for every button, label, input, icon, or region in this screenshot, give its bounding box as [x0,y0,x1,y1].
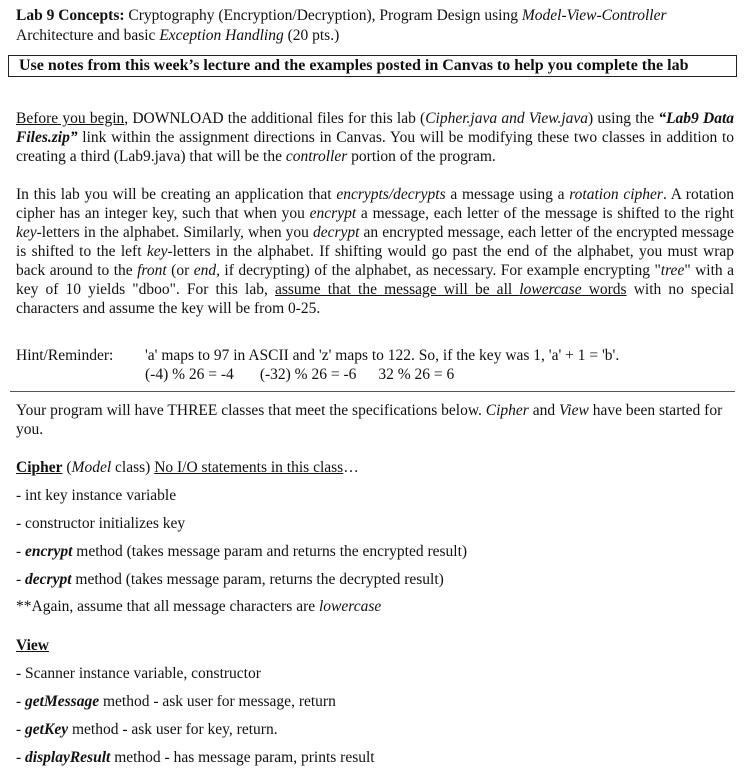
desc-text-11: with no special characters and assume the key will be from 0-25. [16,281,734,317]
hint-example-1: (-4) % 26 = -4 [145,366,234,383]
cipher-heading: Cipher [16,459,63,476]
displayresult-method-name: displayResult [25,749,111,766]
hint-example-2: (-32) % 26 = -6 [259,366,357,383]
getkey-method-desc: method - ask user for key, return. [68,721,278,738]
intro-text-3: link within the assignment directions in Canvas. You will be modifying these two classes in addition to creating a third (Lab9.java) that will be the [16,129,734,165]
cipher-note-lowercase: lowercase [318,598,382,615]
title-sep: : [119,7,129,24]
desc-rotation-cipher: rotation cipher [569,186,663,203]
cipher-dash-4: - [16,571,26,588]
desc-encrypt: encrypt [309,205,357,222]
desc-text-1: In this lab you will be creating an application that [16,186,337,203]
title-points: (20 pts.) [283,27,340,44]
program-paragraph [16,401,734,439]
desc-text-9: if decrypting) of the alphabet, as necessary. For example encrypting " [219,262,661,279]
view-item-displayresult [16,748,375,767]
displayresult-method-desc: method - has message param, prints result [110,749,375,766]
desc-words: words [581,281,627,298]
desc-text-5: -letters in the alphabet. Similarly, when you [36,224,313,241]
before-you-begin: Before you begin [16,110,125,127]
desc-lowercase: lowercase [519,281,582,298]
intro-text-2: ) using the [588,110,659,127]
cipher-item-constructor: - constructor initializes key [16,515,186,532]
intro-text-1: , DOWNLOAD the additional files for this lab ( [124,110,426,127]
desc-text-6: an encrypted message, each letter of the encrypted message is shifted to the left [16,224,734,260]
lab-title [16,6,741,46]
desc-tree: tree [660,262,685,279]
decrypt-method-desc: method (takes message param, returns the decrypted result) [71,571,444,588]
title-text-1: Cryptography (Encryption/Decryption), Program Design using [128,7,522,24]
encrypt-method-name: encrypt [25,543,73,560]
cipher-close-paren: class) [111,459,155,476]
getmessage-method-name: getMessage [25,693,100,710]
desc-text-3: . A rotation cipher has an integer key, such that when you [16,186,734,222]
view-item-scanner: - Scanner instance variable, constructor [16,665,261,682]
divider-line [10,391,735,392]
desc-encrypts-decrypts: encrypts/decrypts [336,186,446,203]
hint-example-3: 32 % 26 = 6 [378,366,455,383]
cipher-open-paren: ( [62,459,72,476]
getkey-method-name: getKey [25,721,69,738]
cipher-item-decrypt [16,570,444,589]
view-item-getkey [16,720,278,739]
view-dash-2: - [16,693,26,710]
view-item-getmessage [16,692,336,711]
description-paragraph [16,185,734,318]
getmessage-method-desc: method - ask user for message, return [99,693,336,710]
title-mvc: Model-View-Controller [521,7,667,24]
desc-decrypt: decrypt [312,224,360,241]
program-and: and [528,402,559,419]
desc-text-10: " with a key of 10 yields "dboo". For this lab, [16,262,735,298]
title-text-2: Architecture and basic [16,27,160,44]
desc-front: front [137,262,167,279]
cipher-no-io: No I/O statements in this class [154,459,344,476]
view-dash-4: - [16,749,26,766]
desc-key-2: key [146,243,168,260]
program-cipher: Cipher [485,402,529,419]
desc-text-7: -letters in the alphabet. If shifting would go past the end of the alphabet, you must wrap back around to the [16,243,734,279]
cipher-heading-line [16,458,359,477]
desc-text-8: (or [166,262,194,279]
program-text-1: Your program will have THREE classes that meet the specifications below. [16,402,486,419]
desc-end: end, [193,262,220,279]
cipher-item-key: - int key instance variable [16,487,177,504]
cipher-ellipsis: … [343,459,359,476]
program-view: View [558,402,589,419]
decrypt-method-name: decrypt [25,571,72,588]
hint-label: Hint/Reminder: [16,347,114,364]
title-exception: Exception Handling [159,27,284,44]
desc-text-2: a message using a [445,186,570,203]
view-heading: View [16,637,49,654]
intro-zip: “Lab9 Data Files.zip” [16,110,735,146]
cipher-note [16,597,381,616]
intro-paragraph [16,109,734,166]
hint-line-1: 'a' maps to 97 in ASCII and 'z' maps to 122. So, if the key was 1, 'a' + 1 = 'b'. [145,347,620,364]
desc-assume: assume that the message will be all [274,281,520,298]
intro-files: Cipher.java and View.java [425,110,589,127]
intro-text-4: portion of the program. [347,148,496,165]
cipher-model: Model [71,459,112,476]
lab-label: Lab 9 Concepts [16,7,120,24]
intro-controller: controller [285,148,348,165]
cipher-note-text: **Again, assume that all message characters are [16,598,319,615]
notice-box: Use notes from this week’s lecture and the examples posted in Canvas to help you complete the lab [8,55,737,77]
cipher-dash-3: - [16,543,26,560]
desc-text-4: a message, each letter of the message is shifted to the right [356,205,734,222]
cipher-item-encrypt [16,542,467,561]
encrypt-method-desc: method (takes message param and returns the encrypted result) [72,543,468,560]
view-dash-3: - [16,721,26,738]
hint-line-2 [145,365,454,384]
desc-key-1: key [16,224,37,241]
program-text-2: have been started for you. [16,402,723,438]
